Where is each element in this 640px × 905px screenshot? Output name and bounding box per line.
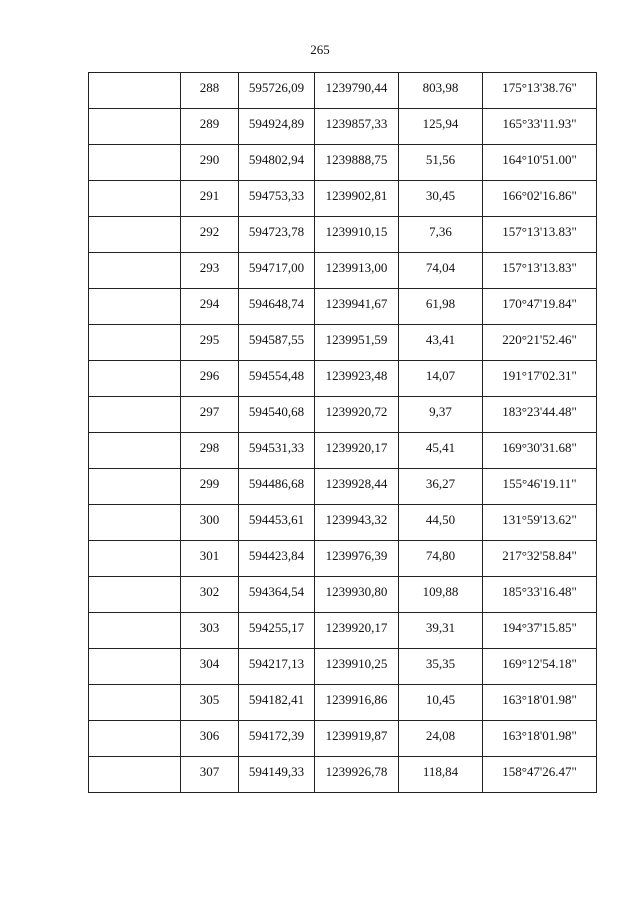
point-number-cell: 288 (181, 73, 239, 109)
y-coordinate-cell: 1239928,44 (315, 469, 399, 505)
angle-cell: 155°46'19.11" (483, 469, 597, 505)
x-coordinate-cell: 594717,00 (239, 253, 315, 289)
distance-cell: 43,41 (399, 325, 483, 361)
table-row (89, 433, 597, 469)
table-row (89, 541, 597, 577)
blank-cell (89, 469, 181, 505)
distance-cell: 36,27 (399, 469, 483, 505)
x-coordinate-cell: 594172,39 (239, 721, 315, 757)
table-row (89, 361, 597, 397)
angle-cell: 165°33'11.93" (483, 109, 597, 145)
x-coordinate-cell: 594182,41 (239, 685, 315, 721)
y-coordinate-cell: 1239920,17 (315, 613, 399, 649)
table-row (89, 217, 597, 253)
table-row (89, 289, 597, 325)
blank-cell (89, 145, 181, 181)
table-row (89, 649, 597, 685)
angle-cell: 169°30'31.68" (483, 433, 597, 469)
distance-cell: 10,45 (399, 685, 483, 721)
x-coordinate-cell: 594423,84 (239, 541, 315, 577)
y-coordinate-cell: 1239910,15 (315, 217, 399, 253)
y-coordinate-cell: 1239888,75 (315, 145, 399, 181)
y-coordinate-cell: 1239941,67 (315, 289, 399, 325)
x-coordinate-cell: 595726,09 (239, 73, 315, 109)
point-number-cell: 300 (181, 505, 239, 541)
point-number-cell: 296 (181, 361, 239, 397)
point-number-cell: 289 (181, 109, 239, 145)
point-number-cell: 298 (181, 433, 239, 469)
page-number: 265 (310, 42, 330, 57)
x-coordinate-cell: 594453,61 (239, 505, 315, 541)
point-number-cell: 299 (181, 469, 239, 505)
distance-cell: 61,98 (399, 289, 483, 325)
table-row (89, 505, 597, 541)
blank-cell (89, 361, 181, 397)
x-coordinate-cell: 594531,33 (239, 433, 315, 469)
x-coordinate-cell: 594924,89 (239, 109, 315, 145)
x-coordinate-cell: 594364,54 (239, 577, 315, 613)
y-coordinate-cell: 1239923,48 (315, 361, 399, 397)
x-coordinate-cell: 594540,68 (239, 397, 315, 433)
blank-cell (89, 289, 181, 325)
y-coordinate-cell: 1239857,33 (315, 109, 399, 145)
x-coordinate-cell: 594255,17 (239, 613, 315, 649)
angle-cell: 220°21'52.46" (483, 325, 597, 361)
distance-cell: 44,50 (399, 505, 483, 541)
y-coordinate-cell: 1239790,44 (315, 73, 399, 109)
angle-cell: 163°18'01.98" (483, 721, 597, 757)
table-row (89, 685, 597, 721)
blank-cell (89, 397, 181, 433)
distance-cell: 109,88 (399, 577, 483, 613)
angle-cell: 169°12'54.18" (483, 649, 597, 685)
blank-cell (89, 253, 181, 289)
distance-cell: 35,35 (399, 649, 483, 685)
blank-cell (89, 73, 181, 109)
blank-cell (89, 577, 181, 613)
angle-cell: 185°33'16.48" (483, 577, 597, 613)
y-coordinate-cell: 1239919,87 (315, 721, 399, 757)
blank-cell (89, 721, 181, 757)
distance-cell: 45,41 (399, 433, 483, 469)
y-coordinate-cell: 1239943,32 (315, 505, 399, 541)
point-number-cell: 306 (181, 721, 239, 757)
point-number-cell: 291 (181, 181, 239, 217)
blank-cell (89, 685, 181, 721)
blank-cell (89, 649, 181, 685)
x-coordinate-cell: 594486,68 (239, 469, 315, 505)
blank-cell (89, 757, 181, 793)
angle-cell: 175°13'38.76" (483, 73, 597, 109)
table-row (89, 325, 597, 361)
angle-cell: 170°47'19.84" (483, 289, 597, 325)
point-number-cell: 305 (181, 685, 239, 721)
table-row (89, 397, 597, 433)
x-coordinate-cell: 594723,78 (239, 217, 315, 253)
angle-cell: 166°02'16.86" (483, 181, 597, 217)
blank-cell (89, 433, 181, 469)
blank-cell (89, 109, 181, 145)
distance-cell: 14,07 (399, 361, 483, 397)
table-row (89, 613, 597, 649)
coordinates-table-body (89, 73, 597, 793)
table-row (89, 721, 597, 757)
distance-cell: 9,37 (399, 397, 483, 433)
x-coordinate-cell: 594648,74 (239, 289, 315, 325)
y-coordinate-cell: 1239916,86 (315, 685, 399, 721)
table-row (89, 253, 597, 289)
point-number-cell: 297 (181, 397, 239, 433)
x-coordinate-cell: 594753,33 (239, 181, 315, 217)
y-coordinate-cell: 1239910,25 (315, 649, 399, 685)
blank-cell (89, 181, 181, 217)
y-coordinate-cell: 1239902,81 (315, 181, 399, 217)
point-number-cell: 290 (181, 145, 239, 181)
point-number-cell: 294 (181, 289, 239, 325)
table-row (89, 577, 597, 613)
angle-cell: 163°18'01.98" (483, 685, 597, 721)
angle-cell: 157°13'13.83" (483, 217, 597, 253)
point-number-cell: 301 (181, 541, 239, 577)
y-coordinate-cell: 1239920,72 (315, 397, 399, 433)
point-number-cell: 293 (181, 253, 239, 289)
table-row (89, 469, 597, 505)
point-number-cell: 304 (181, 649, 239, 685)
x-coordinate-cell: 594802,94 (239, 145, 315, 181)
coordinates-table (88, 72, 597, 793)
x-coordinate-cell: 594149,33 (239, 757, 315, 793)
distance-cell: 7,36 (399, 217, 483, 253)
angle-cell: 217°32'58.84" (483, 541, 597, 577)
table-row (89, 109, 597, 145)
angle-cell: 158°47'26.47" (483, 757, 597, 793)
angle-cell: 191°17'02.31" (483, 361, 597, 397)
distance-cell: 39,31 (399, 613, 483, 649)
table-row (89, 73, 597, 109)
distance-cell: 803,98 (399, 73, 483, 109)
table-row (89, 757, 597, 793)
x-coordinate-cell: 594217,13 (239, 649, 315, 685)
y-coordinate-cell: 1239926,78 (315, 757, 399, 793)
y-coordinate-cell: 1239951,59 (315, 325, 399, 361)
angle-cell: 164°10'51.00" (483, 145, 597, 181)
point-number-cell: 295 (181, 325, 239, 361)
x-coordinate-cell: 594554,48 (239, 361, 315, 397)
table-row (89, 145, 597, 181)
point-number-cell: 307 (181, 757, 239, 793)
distance-cell: 74,04 (399, 253, 483, 289)
blank-cell (89, 217, 181, 253)
y-coordinate-cell: 1239930,80 (315, 577, 399, 613)
point-number-cell: 292 (181, 217, 239, 253)
y-coordinate-cell: 1239913,00 (315, 253, 399, 289)
distance-cell: 24,08 (399, 721, 483, 757)
point-number-cell: 303 (181, 613, 239, 649)
angle-cell: 157°13'13.83" (483, 253, 597, 289)
blank-cell (89, 505, 181, 541)
distance-cell: 51,56 (399, 145, 483, 181)
distance-cell: 125,94 (399, 109, 483, 145)
table-row (89, 181, 597, 217)
blank-cell (89, 325, 181, 361)
blank-cell (89, 541, 181, 577)
angle-cell: 194°37'15.85" (483, 613, 597, 649)
angle-cell: 183°23'44.48" (483, 397, 597, 433)
y-coordinate-cell: 1239920,17 (315, 433, 399, 469)
y-coordinate-cell: 1239976,39 (315, 541, 399, 577)
distance-cell: 118,84 (399, 757, 483, 793)
x-coordinate-cell: 594587,55 (239, 325, 315, 361)
point-number-cell: 302 (181, 577, 239, 613)
distance-cell: 74,80 (399, 541, 483, 577)
angle-cell: 131°59'13.62" (483, 505, 597, 541)
blank-cell (89, 613, 181, 649)
distance-cell: 30,45 (399, 181, 483, 217)
